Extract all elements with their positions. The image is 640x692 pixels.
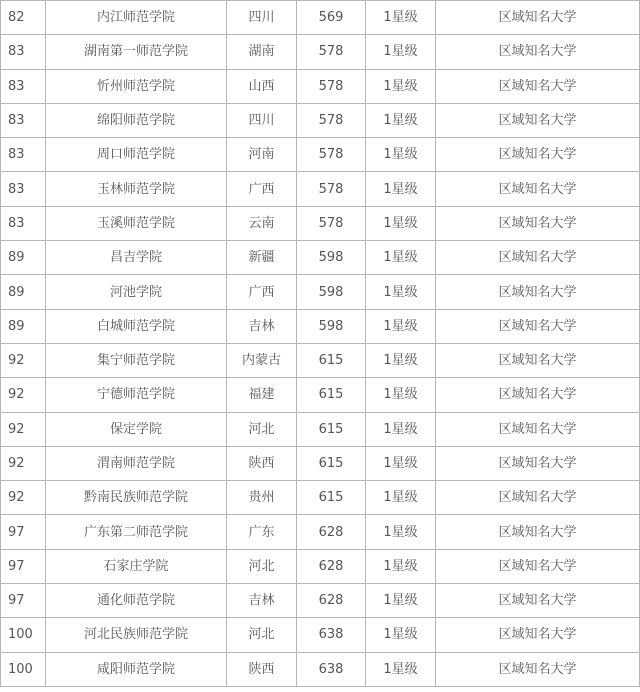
score-cell: 638 (297, 652, 366, 686)
table-row (1, 103, 640, 137)
rank-cell: 83 (1, 69, 46, 103)
table-row (1, 1, 640, 35)
rank-cell: 89 (1, 309, 46, 343)
score-cell: 615 (297, 481, 366, 515)
table-row (1, 206, 640, 240)
school-name-cell: 玉溪师范学院 (46, 206, 227, 240)
table-row (1, 549, 640, 583)
province-cell: 吉林 (227, 584, 297, 618)
table-row (1, 275, 640, 309)
rank-cell: 92 (1, 412, 46, 446)
score-cell: 569 (297, 1, 366, 35)
university-level-cell: 区域知名大学 (436, 1, 640, 35)
star-level-cell: 1星级 (366, 35, 436, 69)
table-row (1, 446, 640, 480)
star-level-cell: 1星级 (366, 584, 436, 618)
school-name-cell: 昌吉学院 (46, 241, 227, 275)
score-cell: 628 (297, 584, 366, 618)
table-row (1, 481, 640, 515)
star-level-cell: 1星级 (366, 378, 436, 412)
university-level-cell: 区域知名大学 (436, 35, 640, 69)
score-cell: 615 (297, 446, 366, 480)
province-cell: 广西 (227, 275, 297, 309)
school-name-cell: 玉林师范学院 (46, 172, 227, 206)
university-level-cell: 区域知名大学 (436, 378, 640, 412)
star-level-cell: 1星级 (366, 1, 436, 35)
university-level-cell: 区域知名大学 (436, 652, 640, 686)
rank-cell: 83 (1, 35, 46, 69)
table-row (1, 343, 640, 377)
score-cell: 615 (297, 378, 366, 412)
rank-cell: 89 (1, 241, 46, 275)
rank-cell: 97 (1, 515, 46, 549)
score-cell: 578 (297, 138, 366, 172)
star-level-cell: 1星级 (366, 69, 436, 103)
score-cell: 578 (297, 206, 366, 240)
rank-cell: 83 (1, 103, 46, 137)
table-row (1, 378, 640, 412)
school-name-cell: 石家庄学院 (46, 549, 227, 583)
school-name-cell: 周口师范学院 (46, 138, 227, 172)
university-level-cell: 区域知名大学 (436, 309, 640, 343)
table-row (1, 412, 640, 446)
star-level-cell: 1星级 (366, 241, 436, 275)
school-name-cell: 绵阳师范学院 (46, 103, 227, 137)
score-cell: 615 (297, 343, 366, 377)
university-level-cell: 区域知名大学 (436, 343, 640, 377)
star-level-cell: 1星级 (366, 549, 436, 583)
university-level-cell: 区域知名大学 (436, 275, 640, 309)
province-cell: 四川 (227, 103, 297, 137)
rank-cell: 83 (1, 206, 46, 240)
star-level-cell: 1星级 (366, 138, 436, 172)
star-level-cell: 1星级 (366, 343, 436, 377)
university-level-cell: 区域知名大学 (436, 618, 640, 652)
school-name-cell: 河池学院 (46, 275, 227, 309)
score-cell: 578 (297, 69, 366, 103)
province-cell: 内蒙古 (227, 343, 297, 377)
province-cell: 四川 (227, 1, 297, 35)
score-cell: 598 (297, 241, 366, 275)
score-cell: 638 (297, 618, 366, 652)
school-name-cell: 白城师范学院 (46, 309, 227, 343)
province-cell: 广东 (227, 515, 297, 549)
university-level-cell: 区域知名大学 (436, 584, 640, 618)
school-name-cell: 通化师范学院 (46, 584, 227, 618)
school-name-cell: 保定学院 (46, 412, 227, 446)
province-cell: 贵州 (227, 481, 297, 515)
score-cell: 598 (297, 275, 366, 309)
university-level-cell: 区域知名大学 (436, 412, 640, 446)
university-level-cell: 区域知名大学 (436, 241, 640, 275)
star-level-cell: 1星级 (366, 412, 436, 446)
table-row (1, 241, 640, 275)
province-cell: 河北 (227, 549, 297, 583)
university-level-cell: 区域知名大学 (436, 206, 640, 240)
province-cell: 山西 (227, 69, 297, 103)
star-level-cell: 1星级 (366, 618, 436, 652)
school-name-cell: 内江师范学院 (46, 1, 227, 35)
rank-cell: 92 (1, 378, 46, 412)
table-row (1, 69, 640, 103)
school-name-cell: 集宁师范学院 (46, 343, 227, 377)
score-cell: 578 (297, 35, 366, 69)
university-level-cell: 区域知名大学 (436, 69, 640, 103)
rank-cell: 82 (1, 1, 46, 35)
score-cell: 628 (297, 549, 366, 583)
star-level-cell: 1星级 (366, 515, 436, 549)
table-row (1, 584, 640, 618)
province-cell: 福建 (227, 378, 297, 412)
rank-cell: 92 (1, 343, 46, 377)
university-level-cell: 区域知名大学 (436, 515, 640, 549)
province-cell: 广西 (227, 172, 297, 206)
province-cell: 河北 (227, 412, 297, 446)
school-name-cell: 湖南第一师范学院 (46, 35, 227, 69)
rank-cell: 83 (1, 138, 46, 172)
province-cell: 河南 (227, 138, 297, 172)
rank-cell: 100 (1, 618, 46, 652)
score-cell: 578 (297, 172, 366, 206)
table-row (1, 309, 640, 343)
province-cell: 吉林 (227, 309, 297, 343)
table-row (1, 172, 640, 206)
province-cell: 云南 (227, 206, 297, 240)
table-row (1, 652, 640, 686)
rank-cell: 92 (1, 481, 46, 515)
province-cell: 河北 (227, 618, 297, 652)
star-level-cell: 1星级 (366, 275, 436, 309)
school-name-cell: 咸阳师范学院 (46, 652, 227, 686)
university-level-cell: 区域知名大学 (436, 446, 640, 480)
score-cell: 578 (297, 103, 366, 137)
star-level-cell: 1星级 (366, 652, 436, 686)
rank-cell: 83 (1, 172, 46, 206)
province-cell: 陕西 (227, 652, 297, 686)
university-level-cell: 区域知名大学 (436, 138, 640, 172)
star-level-cell: 1星级 (366, 206, 436, 240)
star-level-cell: 1星级 (366, 172, 436, 206)
school-name-cell: 广东第二师范学院 (46, 515, 227, 549)
university-level-cell: 区域知名大学 (436, 172, 640, 206)
rank-cell: 89 (1, 275, 46, 309)
table-body (1, 1, 640, 687)
province-cell: 湖南 (227, 35, 297, 69)
province-cell: 陕西 (227, 446, 297, 480)
university-level-cell: 区域知名大学 (436, 549, 640, 583)
table-row (1, 515, 640, 549)
school-name-cell: 宁德师范学院 (46, 378, 227, 412)
university-level-cell: 区域知名大学 (436, 103, 640, 137)
rank-cell: 97 (1, 584, 46, 618)
star-level-cell: 1星级 (366, 446, 436, 480)
score-cell: 628 (297, 515, 366, 549)
rank-cell: 100 (1, 652, 46, 686)
table-row (1, 618, 640, 652)
table-row (1, 35, 640, 69)
star-level-cell: 1星级 (366, 481, 436, 515)
school-name-cell: 河北民族师范学院 (46, 618, 227, 652)
rank-cell: 92 (1, 446, 46, 480)
star-level-cell: 1星级 (366, 309, 436, 343)
province-cell: 新疆 (227, 241, 297, 275)
school-name-cell: 渭南师范学院 (46, 446, 227, 480)
rank-cell: 97 (1, 549, 46, 583)
table-row (1, 138, 640, 172)
score-cell: 615 (297, 412, 366, 446)
score-cell: 598 (297, 309, 366, 343)
school-name-cell: 忻州师范学院 (46, 69, 227, 103)
star-level-cell: 1星级 (366, 103, 436, 137)
university-level-cell: 区域知名大学 (436, 481, 640, 515)
school-name-cell: 黔南民族师范学院 (46, 481, 227, 515)
